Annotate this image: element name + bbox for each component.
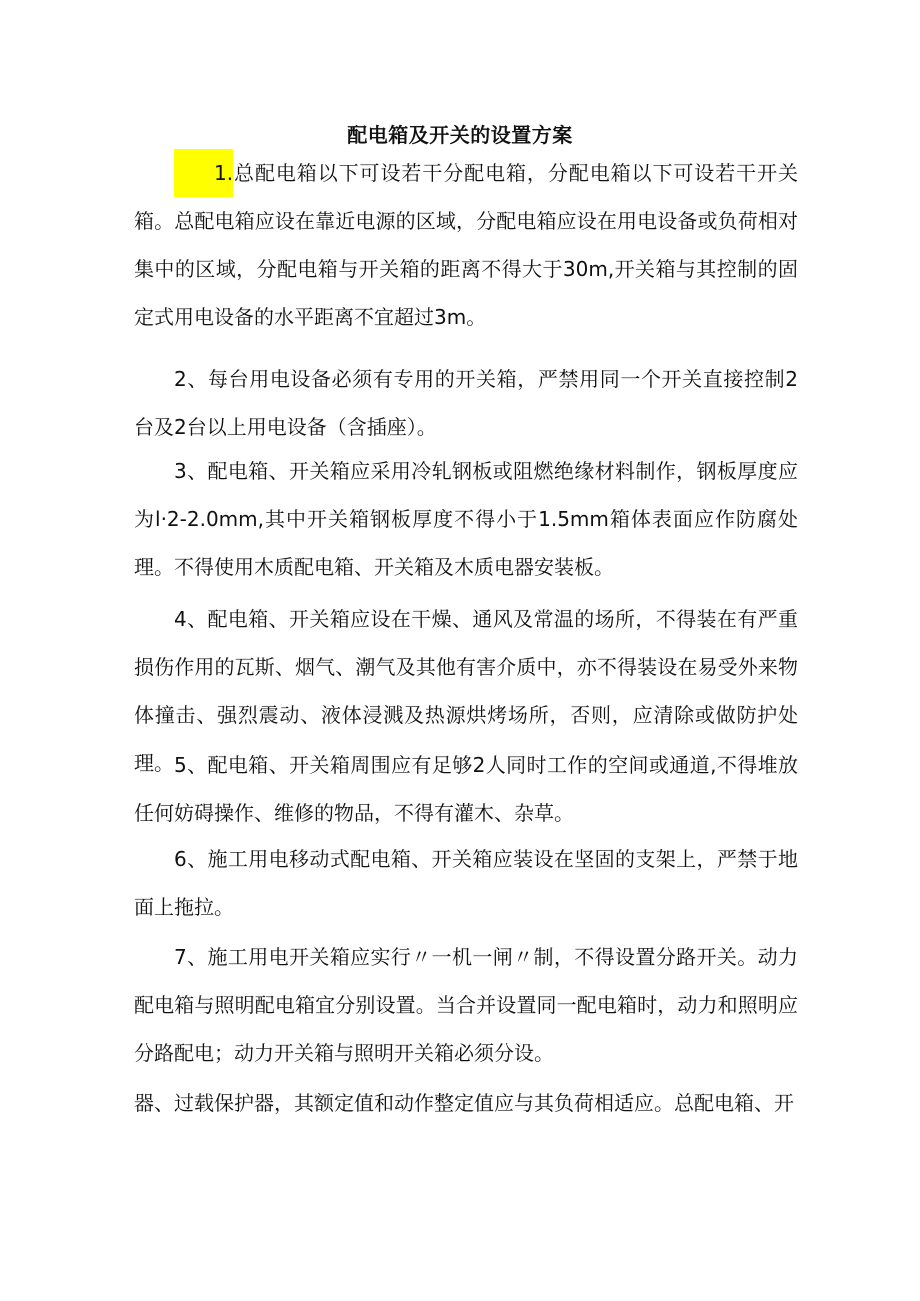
paragraph-5: 5、配电箱、开关箱周围应有足够2人同时工作的空间或通道,不得堆放任何妨碍操作、维修的物品，不得有灌木、杂草。 <box>134 753 798 825</box>
paragraph-7: 7、施工用电开关箱应实行〃一机一闸〃制，不得设置分路开关。动力配电箱与照明配电箱宜分别设置。当合并设置同一配电箱时，动力和照明应分路配电；动力开关箱与照明开关箱必须分设。 <box>134 945 798 1065</box>
paragraph-3: 3、配电箱、开关箱应采用冷轧钢板或阻燃绝缘材料制作，钢板厚度应为l·2-2.0mm,其中开关箱钢板厚度不得小于1.5mm箱体表面应作防腐处理。不得使用木质配电箱、开关箱及木质电器安装板。 <box>134 459 798 579</box>
item-number-highlight: 1. <box>174 149 233 197</box>
paragraph-1 <box>134 149 798 341</box>
paragraph-2: 2、每台用电设备必须有专用的开关箱，严禁用同一个开关直接控制2台及2台以上用电设备（含插座）。 <box>134 367 798 439</box>
paragraph-4: 4、配电箱、开关箱应设在干燥、通风及常温的场所，不得装在有严重损伤作用的瓦斯、烟气、潮气及其他有害介质中，亦不得装设在易受外来物体撞击、强烈震动、液体浸溅及热源烘烤场所，否则，应清除或做防护处理。 <box>134 607 798 775</box>
paragraph-fragment: 器、过载保护器，其额定值和动作整定值应与其负荷相适应。总配电箱、开 <box>134 1091 794 1115</box>
paragraph-6: 6、施工用电移动式配电箱、开关箱应装设在坚固的支架上，严禁于地面上拖拉。 <box>134 847 798 919</box>
paragraph-1-text: 总配电箱以下可设若干分配电箱，分配电箱以下可设若干开关箱。总配电箱应设在靠近电源的区域，分配电箱应设在用电设备或负荷相对集中的区域，分配电箱与开关箱的距离不得大于30m,开关箱与其控制的固定式用电设备的水平距离不宜超过3m。 <box>134 161 798 329</box>
document-title: 配电箱及开关的设置方案 <box>347 123 573 147</box>
